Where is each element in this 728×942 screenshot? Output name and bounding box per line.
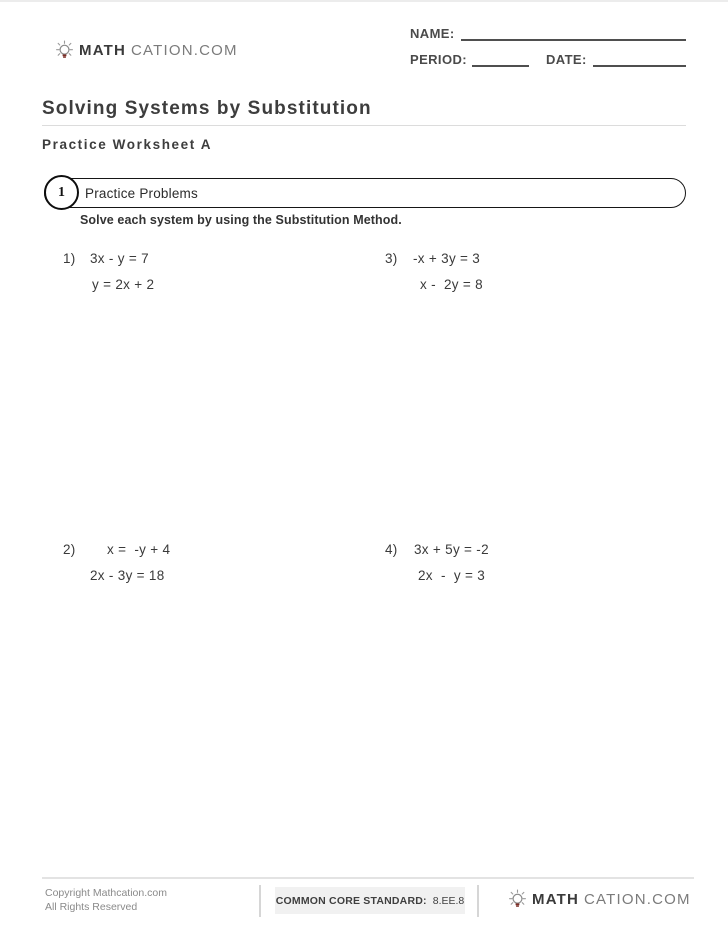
footer-divider-right	[477, 885, 479, 917]
lightbulb-icon	[55, 40, 74, 61]
section-instruction: Solve each system by using the Substitution Method.	[80, 213, 402, 227]
section-pill	[44, 178, 686, 208]
copyright-line-1: Copyright Mathcation.com	[45, 887, 167, 899]
date-label: DATE:	[545, 52, 587, 67]
standard-label: COMMON CORE STANDARD:	[275, 894, 427, 907]
logo-text-light: CATION.COM	[131, 42, 238, 59]
problem-1	[63, 246, 154, 298]
footer-logo	[508, 889, 691, 910]
equation-2: x - 2y = 8	[420, 277, 483, 292]
page-title: Solving Systems by Substitution	[42, 98, 372, 119]
equation-1: -x + 3y = 3	[413, 251, 481, 266]
logo-text-bold: MATH	[532, 891, 580, 908]
page-subtitle: Practice Worksheet A	[42, 137, 213, 152]
date-blank-line[interactable]	[593, 52, 686, 67]
section-title: Practice Problems	[85, 185, 198, 201]
footer-divider-left	[259, 885, 261, 917]
equation-1: 3x + 5y = -2	[414, 542, 489, 557]
name-label: NAME:	[410, 26, 455, 41]
problem-4	[385, 537, 489, 589]
title-divider	[42, 125, 686, 126]
problem-number: 4)	[385, 542, 398, 557]
period-blank-line[interactable]	[472, 52, 529, 67]
standard-value: 8.EE.8	[432, 894, 465, 907]
footer-divider	[42, 877, 694, 879]
period-label: PERIOD:	[410, 52, 467, 67]
student-fields	[410, 26, 686, 78]
section-number: 1	[58, 184, 65, 200]
equation-2: y = 2x + 2	[92, 277, 155, 292]
equation-1: 3x - y = 7	[90, 251, 149, 266]
lightbulb-icon	[508, 889, 527, 910]
section-number-badge	[44, 175, 79, 210]
equation-2: 2x - 3y = 18	[90, 568, 165, 583]
problem-3	[385, 246, 483, 298]
logo-text-light: CATION.COM	[584, 891, 691, 908]
common-core-standard-badge	[275, 887, 465, 914]
equation-2: 2x - y = 3	[418, 568, 485, 583]
problem-2	[63, 537, 170, 589]
problem-number: 2)	[63, 542, 76, 557]
name-blank-line[interactable]	[461, 26, 686, 41]
problem-number: 1)	[63, 251, 76, 266]
logo-text-bold: MATH	[79, 42, 127, 59]
copyright-line-2: All Rights Reserved	[45, 901, 138, 913]
problem-number: 3)	[385, 251, 398, 266]
copyright-text	[45, 886, 167, 914]
equation-1: x = -y + 4	[107, 542, 171, 557]
header-logo	[55, 40, 238, 61]
